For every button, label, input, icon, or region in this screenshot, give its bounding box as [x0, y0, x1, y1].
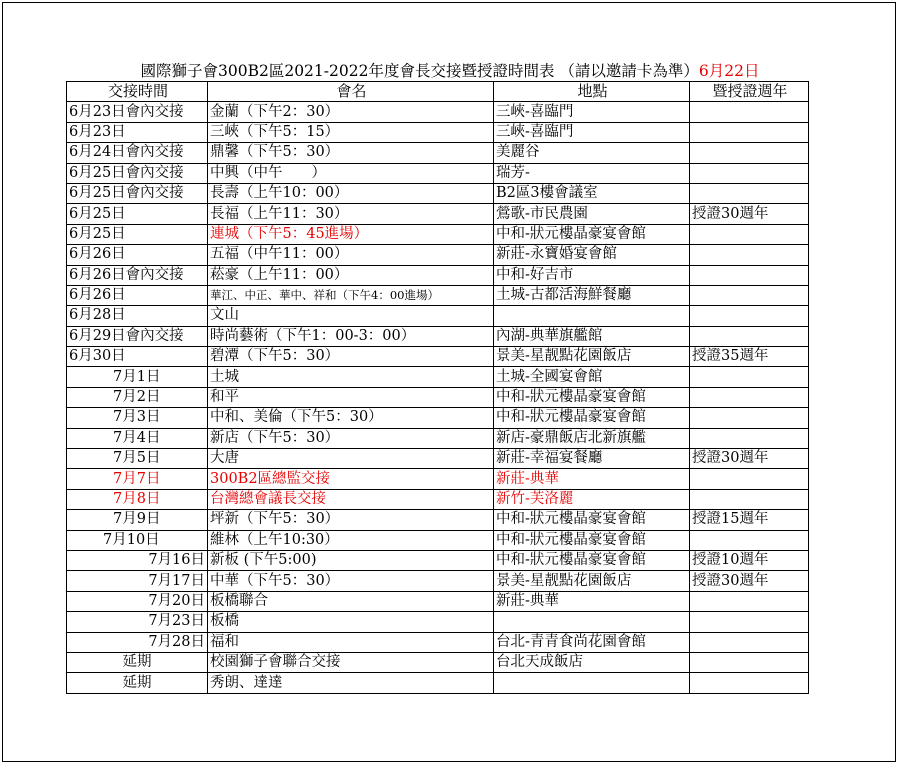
cell-anniversary: [690, 469, 809, 489]
cell-handover-time: 7月20日: [67, 591, 208, 611]
cell-anniversary: 授證10週年: [690, 550, 809, 570]
cell-anniversary: [690, 612, 809, 632]
table-header-row: [67, 82, 809, 102]
cell-anniversary: 授證30週年: [690, 204, 809, 224]
schedule-table: [66, 81, 809, 694]
cell-handover-time: 7月2日: [67, 387, 208, 407]
cell-handover-time: 6月29日會內交接: [67, 326, 208, 346]
cell-anniversary: [690, 224, 809, 244]
cell-anniversary: 授證30週年: [690, 449, 809, 469]
cell-handover-time: 6月25日會內交接: [67, 183, 208, 203]
cell-club-name: 文山: [208, 306, 494, 326]
header-club-name: 會名: [208, 82, 494, 102]
cell-handover-time: 7月8日: [67, 489, 208, 509]
table-row: [67, 204, 809, 224]
cell-anniversary: [690, 122, 809, 142]
cell-location: 中和-狀元樓晶豪宴會館: [494, 224, 690, 244]
cell-location: 景美-星靓點花園飯店: [494, 571, 690, 591]
cell-location: 新店-豪鼎飯店北新旗艦: [494, 428, 690, 448]
cell-club-name: 300B2區總監交接: [208, 469, 494, 489]
table-row: [67, 122, 809, 142]
cell-handover-time: 7月28日: [67, 632, 208, 652]
table-row: [67, 102, 809, 122]
cell-handover-time: 6月28日: [67, 306, 208, 326]
cell-handover-time: 7月16日: [67, 550, 208, 570]
cell-handover-time: 6月26日: [67, 245, 208, 265]
cell-anniversary: [690, 183, 809, 203]
table-row: [67, 673, 809, 693]
cell-club-name: 連城（下午5：45進場）: [208, 224, 494, 244]
table-row: [67, 408, 809, 428]
table-row: [67, 367, 809, 387]
cell-anniversary: [690, 306, 809, 326]
table-row: [67, 510, 809, 530]
cell-location: 土城-全國宴會館: [494, 367, 690, 387]
cell-handover-time: 6月23日會內交接: [67, 102, 208, 122]
title-main: 國際獅子會300B2區2021-2022年度會長交接暨授證時間表 （請以邀請卡為準）: [140, 62, 699, 80]
cell-anniversary: [690, 143, 809, 163]
cell-location: 三峽-喜臨門: [494, 102, 690, 122]
table-row: [67, 530, 809, 550]
cell-handover-time: 7月3日: [67, 408, 208, 428]
cell-handover-time: 6月24日會內交接: [67, 143, 208, 163]
cell-handover-time: 延期: [67, 652, 208, 672]
cell-location: 台北天成飯店: [494, 652, 690, 672]
cell-location: 中和-好吉市: [494, 265, 690, 285]
cell-anniversary: 授證15週年: [690, 510, 809, 530]
table-row: [67, 489, 809, 509]
cell-handover-time: 7月23日: [67, 612, 208, 632]
cell-handover-time: 6月26日會內交接: [67, 265, 208, 285]
cell-club-name: 大唐: [208, 449, 494, 469]
cell-club-name: 菘豪（上午11：00）: [208, 265, 494, 285]
cell-anniversary: [690, 428, 809, 448]
cell-club-name: 鼎馨（下午5：30）: [208, 143, 494, 163]
cell-anniversary: [690, 367, 809, 387]
cell-location: 新莊-幸福宴餐廳: [494, 449, 690, 469]
cell-location: 新莊-典華: [494, 591, 690, 611]
cell-location: B2區3樓會議室: [494, 183, 690, 203]
cell-handover-time: 6月25日會內交接: [67, 163, 208, 183]
cell-club-name: 和平: [208, 387, 494, 407]
table-row: [67, 306, 809, 326]
header-handover-time: 交接時間: [67, 82, 208, 102]
cell-club-name: 金蘭（下午2：30）: [208, 102, 494, 122]
table-row: [67, 571, 809, 591]
cell-club-name: 中興（中午 ）: [208, 163, 494, 183]
cell-club-name: 新店（下午5：30）: [208, 428, 494, 448]
cell-club-name: 福和: [208, 632, 494, 652]
page-title: [0, 62, 900, 80]
table-row: [67, 347, 809, 367]
table-row: [67, 387, 809, 407]
cell-location: 中和-狀元樓晶豪宴會館: [494, 387, 690, 407]
table-row: [67, 449, 809, 469]
cell-anniversary: [690, 632, 809, 652]
cell-club-name: 土城: [208, 367, 494, 387]
table-row: [67, 245, 809, 265]
cell-location: 台北-青青食尚花園會館: [494, 632, 690, 652]
cell-location: 中和-狀元樓晶豪宴會館: [494, 510, 690, 530]
cell-handover-time: 7月7日: [67, 469, 208, 489]
cell-handover-time: 7月10日: [67, 530, 208, 550]
cell-handover-time: 7月5日: [67, 449, 208, 469]
table-row: [67, 326, 809, 346]
cell-club-name: 新板 (下午5:00): [208, 550, 494, 570]
cell-club-name: 校園獅子會聯合交接: [208, 652, 494, 672]
cell-anniversary: [690, 530, 809, 550]
cell-anniversary: [690, 673, 809, 693]
cell-club-name: 時尚藝術（下午1：00-3：00）: [208, 326, 494, 346]
table-row: [67, 143, 809, 163]
cell-anniversary: 授證30週年: [690, 571, 809, 591]
cell-location: 三峽-喜臨門: [494, 122, 690, 142]
cell-handover-time: 6月26日: [67, 285, 208, 305]
cell-handover-time: 7月9日: [67, 510, 208, 530]
table-row: [67, 428, 809, 448]
cell-anniversary: [690, 408, 809, 428]
cell-handover-time: 6月25日: [67, 204, 208, 224]
cell-location: 新莊-典華: [494, 469, 690, 489]
table-row: [67, 652, 809, 672]
cell-club-name: 五福（中午11：00）: [208, 245, 494, 265]
table-row: [67, 591, 809, 611]
cell-location: 新莊-永寶婚宴會館: [494, 245, 690, 265]
cell-anniversary: [690, 285, 809, 305]
cell-anniversary: 授證35週年: [690, 347, 809, 367]
cell-location: 中和-狀元樓晶豪宴會館: [494, 550, 690, 570]
cell-anniversary: [690, 652, 809, 672]
table-row: [67, 612, 809, 632]
table-row: [67, 224, 809, 244]
cell-location: [494, 612, 690, 632]
cell-club-name: 中華（下午5：30）: [208, 571, 494, 591]
table-row: [67, 183, 809, 203]
table-row: [67, 163, 809, 183]
cell-location: 中和-狀元樓晶豪宴會館: [494, 408, 690, 428]
cell-location: 內湖-典華旗艦館: [494, 326, 690, 346]
header-anniversary: 暨授證週年: [690, 82, 809, 102]
cell-club-name: 台灣總會議長交接: [208, 489, 494, 509]
cell-club-name: 長福（上午11：30）: [208, 204, 494, 224]
cell-location: 景美-星靓點花園飯店: [494, 347, 690, 367]
cell-club-name: 華江、中正、華中、祥和（下午4：00進場）: [208, 285, 494, 305]
cell-club-name: 中和、美倫（下午5：30）: [208, 408, 494, 428]
cell-location: 土城-古都活海鮮餐廳: [494, 285, 690, 305]
cell-location: [494, 673, 690, 693]
cell-club-name: 板橋: [208, 612, 494, 632]
cell-club-name: 維林（上午10:30）: [208, 530, 494, 550]
cell-anniversary: [690, 163, 809, 183]
header-location: 地點: [494, 82, 690, 102]
cell-handover-time: 延期: [67, 673, 208, 693]
cell-club-name: 碧潭（下午5：30）: [208, 347, 494, 367]
cell-handover-time: 6月30日: [67, 347, 208, 367]
cell-location: 中和-狀元樓晶豪宴會館: [494, 530, 690, 550]
table-row: [67, 469, 809, 489]
cell-anniversary: [690, 387, 809, 407]
cell-handover-time: 7月17日: [67, 571, 208, 591]
cell-location: 新竹-芙洛麗: [494, 489, 690, 509]
cell-anniversary: [690, 591, 809, 611]
cell-handover-time: 6月23日: [67, 122, 208, 142]
cell-location: 美麗谷: [494, 143, 690, 163]
cell-handover-time: 6月25日: [67, 224, 208, 244]
cell-anniversary: [690, 245, 809, 265]
cell-anniversary: [690, 326, 809, 346]
table-row: [67, 632, 809, 652]
table-row: [67, 550, 809, 570]
cell-club-name: 秀朗、達達: [208, 673, 494, 693]
cell-club-name: 長壽（上午10：00）: [208, 183, 494, 203]
cell-location: [494, 306, 690, 326]
cell-club-name: 三峽（下午5：15）: [208, 122, 494, 142]
cell-handover-time: 7月4日: [67, 428, 208, 448]
cell-handover-time: 7月1日: [67, 367, 208, 387]
cell-club-name: 板橋聯合: [208, 591, 494, 611]
cell-location: 瑞芳-: [494, 163, 690, 183]
cell-location: 鶯歌-市民農園: [494, 204, 690, 224]
cell-anniversary: [690, 489, 809, 509]
cell-club-name: 坪新（下午5：30）: [208, 510, 494, 530]
title-date-note: 6月22日: [698, 62, 760, 80]
table-row: [67, 285, 809, 305]
cell-anniversary: [690, 265, 809, 285]
cell-anniversary: [690, 102, 809, 122]
table-row: [67, 265, 809, 285]
